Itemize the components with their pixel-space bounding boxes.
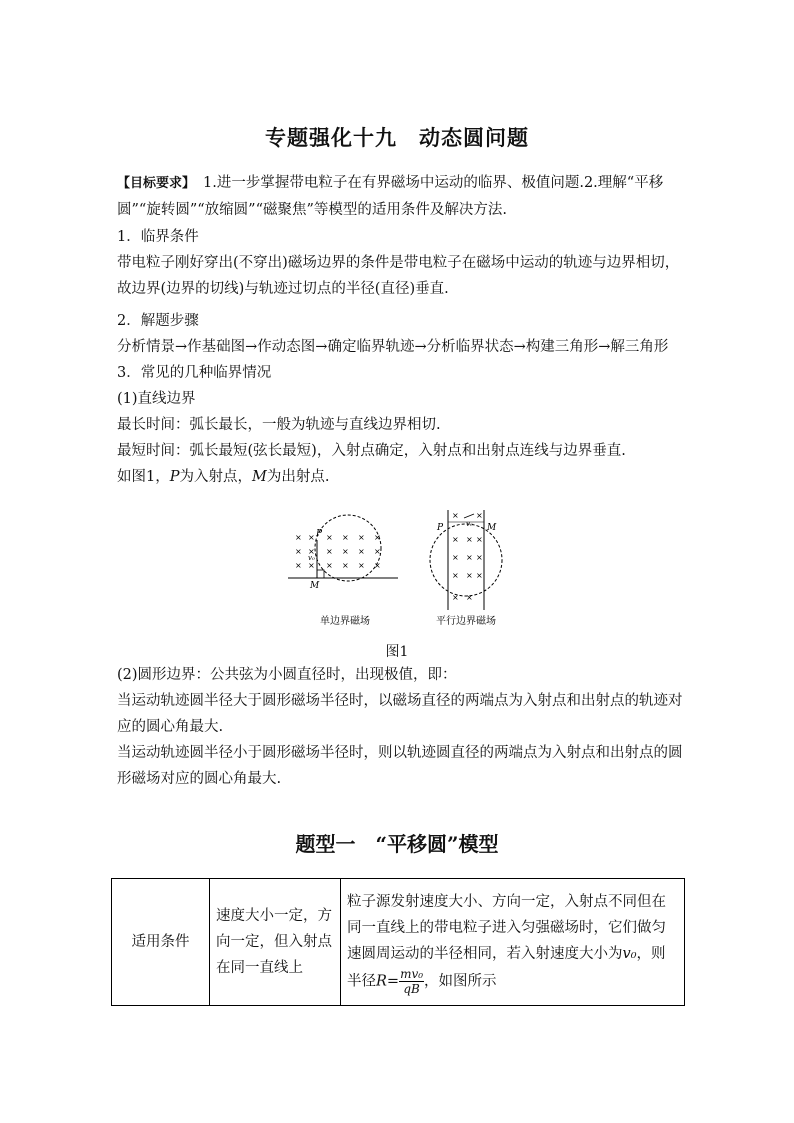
conditions-table: [111, 878, 685, 1006]
svg-text:×: ×: [358, 561, 365, 570]
svg-text:×: ×: [308, 561, 315, 570]
single-boundary-diagram: [288, 515, 398, 627]
sec3b-sub2: (2)圆形边界：公共弦为小圆直径时，出现极值，即：: [117, 667, 457, 683]
svg-text:×: ×: [295, 547, 302, 556]
svg-text:×: ×: [295, 561, 302, 570]
sec3b-case2: 当运动轨迹圆半径小于圆形磁场半径时，则以轨迹圆直径的两端点为入射点和出射点的圆形磁场对应的圆心角最大.: [117, 745, 683, 787]
svg-text:×: ×: [358, 547, 365, 556]
svg-text:×: ×: [476, 553, 483, 562]
svg-text:×: ×: [476, 571, 483, 580]
svg-text:×: ×: [342, 533, 349, 542]
table-cell-description: 粒子源发射速度大小、方向一定，入射点不同但在同一直线上的带电粒子进入匀强磁场时，它们做匀速圆周运动的半径相同，若入射速度大小为v₀，则半径R= $\frac{\text{mv₀}}{qB}$ ，如图所示: [341, 879, 685, 1006]
radius-fraction: $\frac{\text{mv₀}}{qB}$: [400, 966, 424, 996]
svg-text:×: ×: [326, 533, 333, 542]
sec3-sub1: (1)直线边界: [117, 391, 196, 407]
svg-text:×: ×: [466, 571, 473, 580]
figure-1-diagram: [280, 500, 520, 660]
label-m-right: M: [487, 523, 497, 533]
svg-text:×: ×: [374, 547, 381, 556]
svg-text:×: ×: [476, 535, 483, 544]
svg-text:×: ×: [342, 561, 349, 570]
label-parallel-boundary: 平行边界磁场: [436, 616, 496, 627]
label-v0-right: v₀: [466, 520, 473, 528]
sec3b-case1: 当运动轨迹圆半径大于圆形磁场半径时，以磁场直径的两端点为入射点和出射点的轨迹对应的圆心角最大.: [117, 693, 683, 735]
svg-text:×: ×: [358, 533, 365, 542]
sec1-body: 带电粒子刚好穿出(不穿出)磁场边界的条件是带电粒子在磁场中运动的轨迹与边界相切，故边界(边界的切线)与轨迹过切点的半径(直径)垂直.: [117, 255, 680, 297]
svg-text:×: ×: [466, 535, 473, 544]
goal-text: 1.进一步掌握带电粒子在有界磁场中运动的临界、极值问题.2.理解“平移圆”“旋转圆”“放缩圆”“磁聚焦”等模型的适用条件及解决方法.: [117, 175, 664, 218]
svg-text:×: ×: [452, 511, 459, 520]
label-p-right: P: [437, 523, 444, 533]
sec2-body: 分析情景→作基础图→作动态图→确定临界轨迹→分析临界状态→构建三角形→解三角形: [117, 339, 669, 355]
sec3-heading: 3．常见的几种临界情况: [117, 365, 272, 381]
svg-text:×: ×: [374, 533, 381, 542]
section-circular-boundary: [117, 662, 687, 792]
sec1-heading: 1．临界条件: [117, 229, 199, 245]
label-m-left: M: [310, 581, 320, 591]
section-cases: [117, 360, 687, 490]
table-cell-label: 适用条件: [112, 879, 210, 1006]
sec3-figure-ref: 如图1，P为入射点，M为出射点.: [117, 469, 330, 485]
svg-text:×: ×: [342, 547, 349, 556]
svg-text:×: ×: [295, 533, 302, 542]
table-cell-condition: 速度大小一定，方向一定，但入射点在同一直线上: [210, 879, 341, 1006]
svg-text:×: ×: [452, 593, 459, 602]
field-cross-marks-left: [295, 533, 381, 570]
parallel-boundary-diagram: [430, 510, 502, 627]
section-critical-condition: [117, 224, 687, 302]
svg-text:×: ×: [374, 561, 381, 570]
svg-text:×: ×: [452, 571, 459, 580]
label-single-boundary: 单边界磁场: [320, 616, 370, 627]
table-row: [112, 879, 685, 1006]
goal-tag: 【目标要求】: [117, 176, 189, 191]
page-title: 专题强化十九 动态圆问题: [265, 125, 529, 150]
svg-text:×: ×: [476, 511, 483, 520]
svg-text:×: ×: [326, 561, 333, 570]
sec3-shortest: 最短时间：弧长最短(弦长最短)，入射点确定，入射点和出射点连线与边界垂直.: [117, 443, 626, 459]
label-p-left: P: [316, 529, 323, 539]
svg-text:×: ×: [466, 593, 473, 602]
figure-caption: 图1: [385, 644, 409, 660]
sec2-heading: 2．解题步骤: [117, 313, 199, 329]
section-title-type1: 题型一 “平移圆”模型: [295, 832, 499, 856]
sec3-longest: 最长时间：弧长最长，一般为轨迹与直线边界相切.: [117, 417, 441, 433]
section-steps: [117, 308, 687, 360]
svg-text:×: ×: [308, 547, 315, 556]
svg-text:×: ×: [452, 553, 459, 562]
svg-text:×: ×: [452, 535, 459, 544]
svg-text:×: ×: [326, 547, 333, 556]
goal-paragraph: [117, 170, 687, 223]
svg-text:×: ×: [308, 533, 315, 542]
label-v0-left: v₀: [308, 554, 315, 562]
svg-text:×: ×: [466, 553, 473, 562]
